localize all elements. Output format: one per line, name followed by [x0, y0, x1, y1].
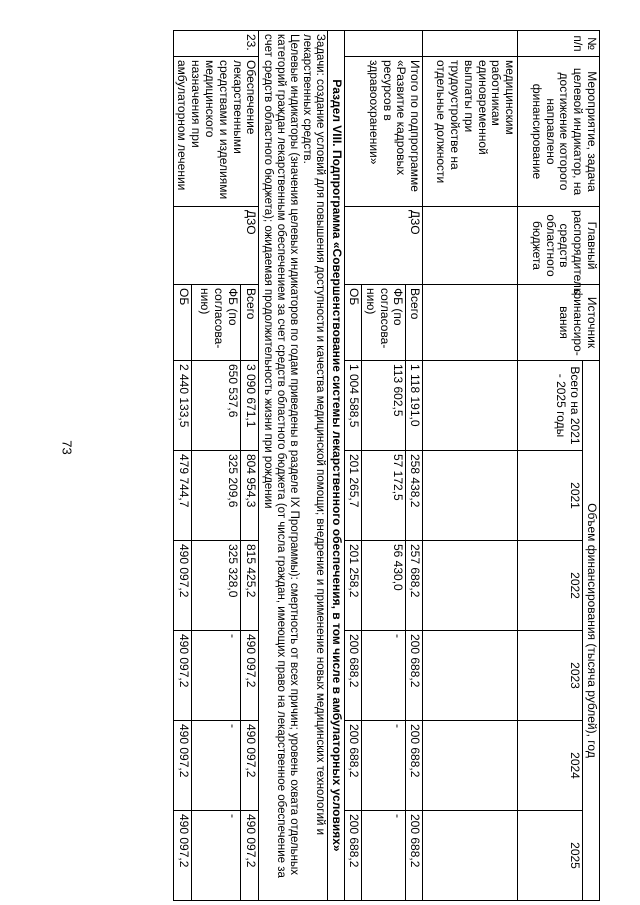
- value-cell: 258 438,2: [406, 451, 423, 541]
- col-volume-header: Объем финансирования (тысяча рублей), год: [583, 361, 600, 901]
- value-cell: -: [362, 721, 406, 811]
- value-cell: -: [192, 721, 241, 811]
- value-cell: 201 265,7: [345, 451, 362, 541]
- total-cell: 1 118 191,0: [406, 361, 423, 451]
- value-cell: 490 097,2: [173, 721, 191, 811]
- value-cell: 325 209,6: [192, 451, 241, 541]
- section-title-row: [328, 31, 345, 901]
- total-cell: 2 440 133,5: [173, 361, 191, 451]
- value-cell: 804 954,3: [240, 451, 258, 541]
- value-cell: 56 430,0: [362, 541, 406, 631]
- section-title: Раздел VIII. Подпрограмма «Совершенствование системы лекарственного обеспечения, в том числе в амбулаторных условиях»: [328, 31, 345, 901]
- col-source-header: Источник финансиро-вания: [518, 285, 600, 361]
- value-cell: 490 097,2: [173, 631, 191, 721]
- value-cell: 200 688,2: [345, 631, 362, 721]
- col-manager-header: Главный распорядитель средств областного бюджета: [518, 207, 600, 285]
- value-cell: 200 688,2: [345, 721, 362, 811]
- value-cell: 325 328,0: [192, 541, 241, 631]
- page-number: 73: [59, 440, 75, 455]
- total-cell: 650 537,6: [192, 361, 241, 451]
- total-cell: 1 004 588,5: [345, 361, 362, 451]
- value-cell: -: [362, 631, 406, 721]
- value-cell: 490 097,2: [240, 811, 258, 901]
- total-cell: 3 090 671,1: [240, 361, 258, 451]
- section-tasks-row: [259, 31, 328, 901]
- total-cell: 113 602,5: [362, 361, 406, 451]
- value-cell: 201 258,2: [345, 541, 362, 631]
- header-row: [583, 31, 600, 901]
- value-cell: -: [192, 631, 241, 721]
- value-cell: 490 097,2: [240, 721, 258, 811]
- source-cell: ОБ: [173, 285, 191, 361]
- source-cell: Всего: [240, 285, 258, 361]
- item-manager: ДЗО: [173, 207, 259, 285]
- source-cell: ФБ (по согласова-нию): [192, 285, 241, 361]
- continuation-row: [423, 31, 518, 901]
- value-cell: 200 688,2: [406, 631, 423, 721]
- value-cell: -: [362, 811, 406, 901]
- subtotal-manager: ДЗО: [345, 207, 423, 285]
- col-year-header: 2024: [518, 721, 583, 811]
- financing-table: [173, 30, 600, 901]
- col-year-header: 2025: [518, 811, 583, 901]
- value-cell: -: [192, 811, 241, 901]
- table-row: [406, 31, 423, 901]
- source-cell: ОБ: [345, 285, 362, 361]
- col-num-header: № п/п: [518, 31, 600, 57]
- value-cell: 257 688,2: [406, 541, 423, 631]
- col-year-header: 2022: [518, 541, 583, 631]
- value-cell: 490 097,2: [240, 631, 258, 721]
- col-measure-header: Мероприятие, задача целевой индикатор, на достижение которого направлено финансирование: [518, 57, 600, 207]
- value-cell: 200 688,2: [406, 811, 423, 901]
- source-cell: ФБ (по согласова-нию): [362, 285, 406, 361]
- value-cell: 490 097,2: [173, 811, 191, 901]
- value-cell: 200 688,2: [406, 721, 423, 811]
- rotated-page-content: [90, 30, 600, 900]
- value-cell: 815 425,2: [240, 541, 258, 631]
- value-cell: 490 097,2: [173, 541, 191, 631]
- col-year-header: 2023: [518, 631, 583, 721]
- col-total-header: Всего на 2021 - 2025 годы: [518, 361, 583, 451]
- value-cell: 200 688,2: [345, 811, 362, 901]
- tasks-text: Задачи: создание условий для повышения доступности и качества медицинской помощи; внедрение и применение новых медицинских технологий и лекарственных средств.: [301, 34, 327, 836]
- source-cell: Всего: [406, 285, 423, 361]
- continuation-text: медицинским работникам единовременной выплаты при трудоустройстве на отдельные должности: [423, 57, 518, 207]
- item-number: 23.: [173, 31, 259, 57]
- col-year-header: 2021: [518, 451, 583, 541]
- value-cell: 479 744,7: [173, 451, 191, 541]
- indicators-text: Целевые индикаторы (значения целевых индикаторов по годам приведены в разделе IX Программы): смертность от всех причин; уровень охвата отдельных категорий граждан лекарственным обеспечением за счет средств областного бюджета (от числа граждан, имеющих право на лекарственное обеспечение за счет средств областного бюджета); ожидаемая продолжительность жизни при рождении: [261, 34, 300, 878]
- item-title: Обеспечение лекарственными средствами и изделиями медицинского назначения при амбулаторном лечении: [173, 57, 259, 207]
- value-cell: 57 172,5: [362, 451, 406, 541]
- subtotal-title: Итого по подпрограмме «Развитие кадровых ресурсов в здравоохранении»: [345, 57, 423, 207]
- table-row: [240, 31, 258, 901]
